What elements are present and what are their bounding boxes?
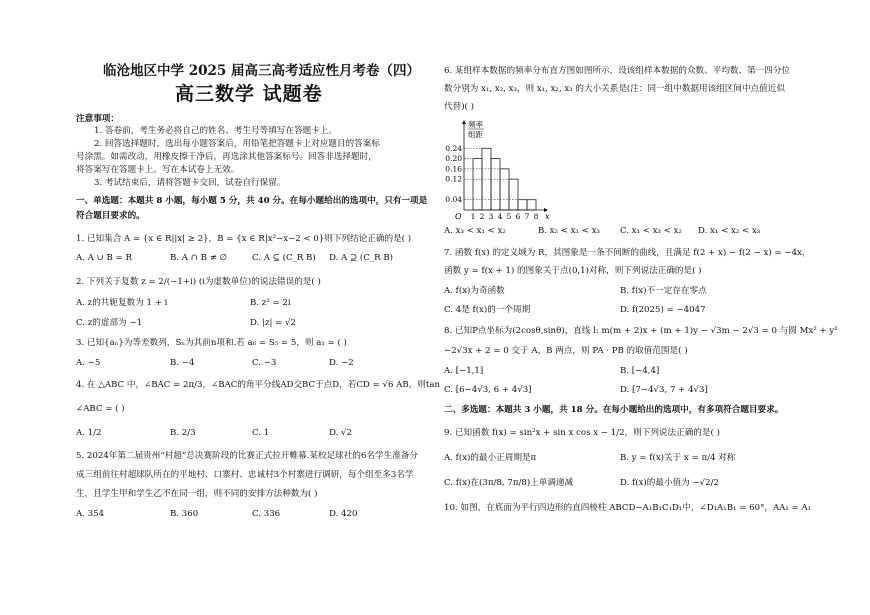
option-c: C. 4是 f(x)的一个周期 [444,305,531,315]
question-10-stem: 10. 如图，在底面为平行四边形的直四棱柱 ABCD−A₁B₁C₁D₁中，∠D₁A₁B₁ = 60°，AA₁ = A₁ [444,503,812,513]
option-d: D. f(x)的最小值为 −√2/2 [620,478,719,488]
histogram-bar [473,159,482,210]
notice-line: 3. 考试结束后，请将答题卡交回，试卷自行保留。 [94,178,286,188]
exam-title: 临沧地区中学 2025 届高三高考适应性月考卷（四） [103,63,420,79]
option-a: A. f(x)的最小正周期是π [444,453,537,463]
question-6-stem-cont: 数分别为 x₁, x₂, x₃，则 x₁, x₂, x₃ 的大小关系是(注：同一组中数据用该组区间中点值近似 [444,84,785,94]
option-b: B. x₂ < x₁ < x₃ [538,226,600,236]
question-5-stem-cont: 生，且学生甲和学生乙不在同一组，则不同的安排方法种数为( ) [76,489,318,499]
option-d: D. A ⊇ (C_R B) [329,253,394,263]
option-b: B. [−4,4] [620,366,660,376]
option-d: D. √2 [329,428,352,438]
option-a: A. f(x)为奇函数 [444,286,505,296]
question-7-stem-cont: 函数 y = f(x + 1) 的图象关于点(0,1)对称，则下列说法正确的是( ) [444,266,702,276]
histogram-bar [509,179,518,210]
x-tick-label: 2 [479,212,485,221]
origin-label: O [455,212,462,221]
notice-line: 将答案写在答题卡上。写在本试卷上无效。 [76,165,240,175]
option-c: C. x₁ < x₃ < x₂ [620,226,682,236]
option-a: A. 354 [76,509,105,519]
question-4-stem-cont: ∠ABC = ( ) [76,404,125,414]
notice-line: 号涂黑。如需改动，用橡皮擦干净后，再选涂其他答案标号。回答非选择题时， [76,152,377,162]
notice-heading: 注意事项： [76,114,119,124]
option-a: A. 1/2 [76,428,102,438]
notice-line: 1. 答卷前，考生务必将自己的姓名、考生号等填写在答题卡上。 [94,126,337,136]
question-8-stem-cont: −2√3x + 2 = 0 交于 A，B 两点，则 PA · PB 的取值范围是( ) [444,346,688,356]
option-d: D. x₁ < x₂ < x₃ [698,226,761,236]
histogram-bar [518,200,527,210]
option-c: C. A ⊆ (C_R B) [252,253,316,263]
y-tick-label: 0.12 [445,174,462,184]
question-8-stem: 8. 已知P点坐标为(2cosθ,sinθ)，直线 l: m(m + 2)x + (m + 1)y − √3m − 2√3 = 0 与圆 Mx² + y² [444,326,838,336]
question-6-stem: 6. 某组样本数据的频率分布直方图如图所示，设该组样本数据的众数、平均数、第一四分位 [444,66,791,76]
question-2-stem: 2. 下列关于复数 z = 2/(−1+i) (i为虚数单位)的说法错误的是( ) [76,277,321,287]
option-b: B. y = f(x)关于 x = π/4 对称 [620,453,736,463]
option-b: B. A ∩ B ≠ ∅ [170,253,228,263]
histogram-bar [500,169,509,210]
question-3-stem: 3. 已知{aₙ}为等差数列，Sₙ为其前n项和.若 a₆ = S₅ = 5，则 a₁ = ( ) [76,338,347,348]
x-tick-label: 8 [533,212,539,221]
exam-subtitle: 高三数学 试题卷 [175,83,323,105]
option-d: D. |z| = √2 [250,318,296,328]
x-tick-label: 1 [470,212,476,221]
question-4-stem: 4. 在 △ABC 中，∠BAC = 2π/3，∠BAC的角平分线AD交BC于点D，若CD = √6 AB，则tan [76,380,440,390]
option-b: B. f(x)不一定存在零点 [620,286,707,296]
option-b: B. 2/3 [170,428,196,438]
option-c: C. [6−4√3, 6 + 4√3] [444,385,532,395]
x-tick-label: 6 [515,212,521,221]
option-c: C. 1 [252,428,270,438]
option-c: C. −3 [252,358,277,368]
option-c: C. f(x)在(3π/8, 7π/8)上单调递减 [444,478,574,488]
option-b: B. z² = 2i [250,298,291,308]
y-tick-label: 0.04 [445,195,462,205]
question-1-stem: 1. 已知集合 A = {x ∈ R||x| ≥ 2}，B = {x ∈ R|x²−x−2 < 0}则下列结论正确的是( ) [76,234,412,244]
option-d: D. [7−4√3, 7 + 4√3] [620,385,708,395]
question-5-stem-cont: 成三组前往村超球队所在的平地村、口寨村、忠诚村3个村寨进行调研，每个组至多3名学 [76,470,414,480]
section-heading: 二、多选题：本题共 3 小题，共 18 分。在每小题给出的选项中，有多项符合题目要求。 [444,405,784,415]
option-b: B. −4 [170,358,195,368]
option-b: B. 360 [170,509,199,519]
section-heading: 符合题目要求的。 [76,211,145,221]
question-7-stem: 7. 函数 f(x) 的定义域为 R，其图象是一条不间断的曲线，且满足 f(2 + x) − f(2 − x) = −4x， [444,248,811,258]
option-d: D. f(2025) = −4047 [620,305,706,315]
question-6-stem-cont: 代替)( ) [444,102,474,112]
y-label-top: 频率 [468,120,483,129]
x-axis-label: x [545,212,550,221]
y-axis-arrow [462,120,466,124]
notice-line: 2. 回答选择题时，选出每小题答案后，用铅笔把答题卡上对应题目的答案标 [94,139,380,149]
histogram-bar [491,159,500,210]
option-a: A. x₃ < x₁ < x₂ [444,226,506,236]
y-tick-label: 0.20 [445,154,462,164]
option-d: D. 420 [329,509,358,519]
question-9-stem: 9. 已知函数 f(x) = sin²x + sin x cos x − 1/2，则下列说法正确的是( ) [444,428,720,438]
section-heading: 一、单选题：本题共 8 小题，每小题 5 分，共 40 分。在每小题给出的选项中，只有一项是 [76,196,428,206]
option-d: D. −2 [329,358,354,368]
option-a: A. [−1,1] [444,366,484,376]
option-a: A. z的共轭复数为 1 + i [76,298,168,308]
y-tick-label: 0.24 [445,143,462,153]
option-a: A. −5 [76,358,101,368]
x-tick-label: 7 [524,212,530,221]
frequency-histogram [440,118,550,224]
question-5-stem: 5. 2024年第二届贵州“村超”总决赛阶段的比赛正式拉开帷幕.某校足球社的6名学生准备分 [76,451,418,461]
y-label-bottom: 组距 [468,130,483,139]
option-a: A. A ∪ B = R [76,253,132,263]
y-tick-label: 0.16 [445,164,462,174]
histogram-bar [527,200,536,210]
option-c: C. z的虚部为 −1 [76,318,143,328]
x-tick-label: 3 [488,212,494,221]
option-c: C. 336 [252,509,281,519]
x-tick-label: 5 [506,212,512,221]
x-tick-label: 4 [497,212,503,221]
